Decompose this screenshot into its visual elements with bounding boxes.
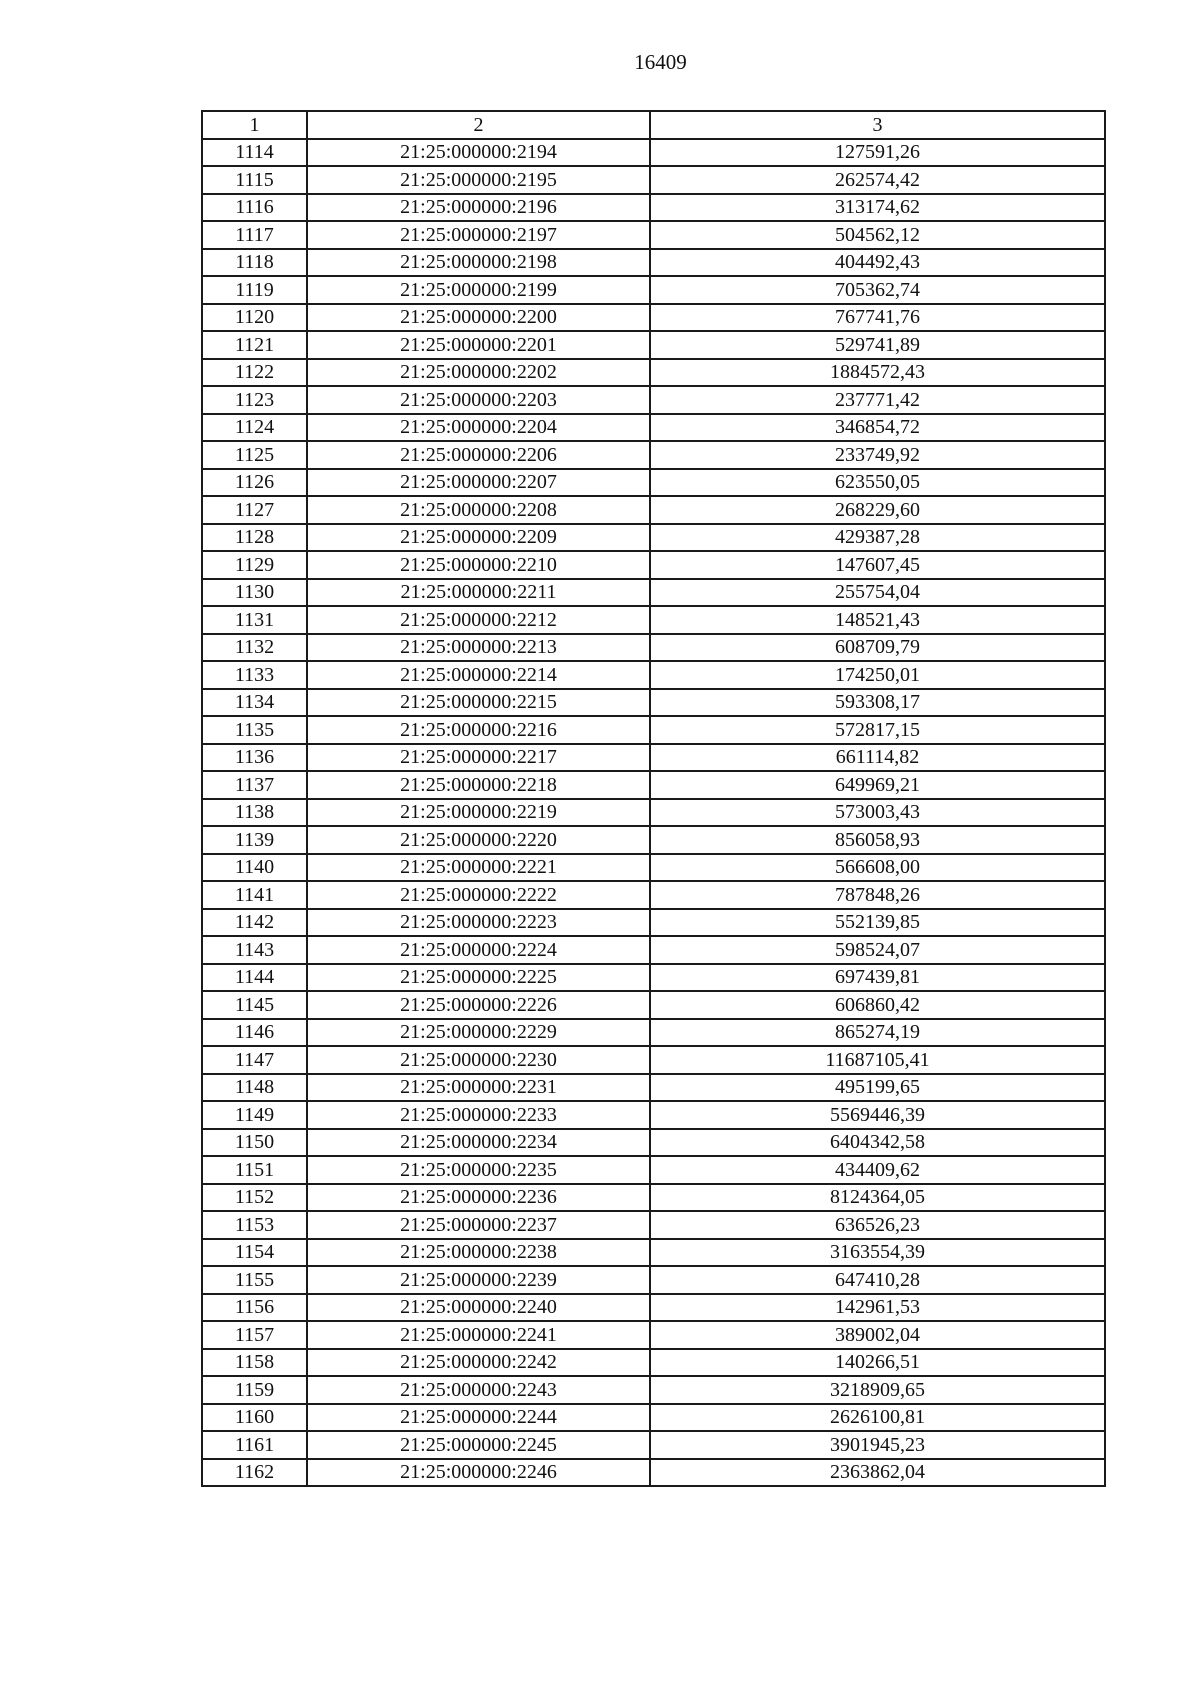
table-row bbox=[202, 166, 1105, 194]
cadastral-number-cell: 21:25:000000:2243 bbox=[307, 1376, 650, 1404]
row-number-cell: 1115 bbox=[202, 166, 307, 194]
table-row bbox=[202, 881, 1105, 909]
row-number-cell: 1139 bbox=[202, 826, 307, 854]
table-row bbox=[202, 936, 1105, 964]
value-cell: 262574,42 bbox=[650, 166, 1105, 194]
cadastral-number-cell: 21:25:000000:2223 bbox=[307, 909, 650, 937]
cadastral-number-cell: 21:25:000000:2245 bbox=[307, 1431, 650, 1459]
value-cell: 142961,53 bbox=[650, 1294, 1105, 1322]
table-row bbox=[202, 276, 1105, 304]
cadastral-number-cell: 21:25:000000:2202 bbox=[307, 359, 650, 387]
cadastral-number-cell: 21:25:000000:2219 bbox=[307, 799, 650, 827]
row-number-cell: 1123 bbox=[202, 386, 307, 414]
value-cell: 661114,82 bbox=[650, 744, 1105, 772]
table-row bbox=[202, 551, 1105, 579]
cadastral-number-cell: 21:25:000000:2208 bbox=[307, 496, 650, 524]
table-row bbox=[202, 496, 1105, 524]
row-number-cell: 1129 bbox=[202, 551, 307, 579]
row-number-cell: 1136 bbox=[202, 744, 307, 772]
cadastral-number-cell: 21:25:000000:2230 bbox=[307, 1046, 650, 1074]
table-row bbox=[202, 139, 1105, 167]
cadastral-number-cell: 21:25:000000:2209 bbox=[307, 524, 650, 552]
cadastral-number-cell: 21:25:000000:2207 bbox=[307, 469, 650, 497]
value-cell: 404492,43 bbox=[650, 249, 1105, 277]
row-number-cell: 1144 bbox=[202, 964, 307, 992]
cadastral-number-cell: 21:25:000000:2226 bbox=[307, 991, 650, 1019]
cadastral-number-cell: 21:25:000000:2199 bbox=[307, 276, 650, 304]
value-cell: 593308,17 bbox=[650, 689, 1105, 717]
table-row bbox=[202, 826, 1105, 854]
table-row bbox=[202, 744, 1105, 772]
cadastral-number-cell: 21:25:000000:2224 bbox=[307, 936, 650, 964]
value-cell: 147607,45 bbox=[650, 551, 1105, 579]
row-number-cell: 1118 bbox=[202, 249, 307, 277]
row-number-cell: 1124 bbox=[202, 414, 307, 442]
value-cell: 495199,65 bbox=[650, 1074, 1105, 1102]
table-row bbox=[202, 606, 1105, 634]
table-row bbox=[202, 634, 1105, 662]
cadastral-number-cell: 21:25:000000:2225 bbox=[307, 964, 650, 992]
table-row bbox=[202, 964, 1105, 992]
cadastral-number-cell: 21:25:000000:2229 bbox=[307, 1019, 650, 1047]
value-cell: 606860,42 bbox=[650, 991, 1105, 1019]
cadastral-number-cell: 21:25:000000:2246 bbox=[307, 1459, 650, 1487]
cadastral-number-cell: 21:25:000000:2214 bbox=[307, 661, 650, 689]
table-row bbox=[202, 1321, 1105, 1349]
row-number-cell: 1138 bbox=[202, 799, 307, 827]
table-row bbox=[202, 194, 1105, 222]
table-row bbox=[202, 1294, 1105, 1322]
column-header-3: 3 bbox=[650, 111, 1105, 139]
cadastral-number-cell: 21:25:000000:2221 bbox=[307, 854, 650, 882]
value-cell: 174250,01 bbox=[650, 661, 1105, 689]
cadastral-number-cell: 21:25:000000:2233 bbox=[307, 1101, 650, 1129]
row-number-cell: 1162 bbox=[202, 1459, 307, 1487]
row-number-cell: 1121 bbox=[202, 331, 307, 359]
cadastral-number-cell: 21:25:000000:2211 bbox=[307, 579, 650, 607]
table-row bbox=[202, 1184, 1105, 1212]
value-cell: 8124364,05 bbox=[650, 1184, 1105, 1212]
table-row bbox=[202, 689, 1105, 717]
value-cell: 573003,43 bbox=[650, 799, 1105, 827]
cadastral-number-cell: 21:25:000000:2215 bbox=[307, 689, 650, 717]
cadastral-number-cell: 21:25:000000:2216 bbox=[307, 716, 650, 744]
value-cell: 2626100,81 bbox=[650, 1404, 1105, 1432]
row-number-cell: 1150 bbox=[202, 1129, 307, 1157]
row-number-cell: 1126 bbox=[202, 469, 307, 497]
cadastral-number-cell: 21:25:000000:2242 bbox=[307, 1349, 650, 1377]
table-body bbox=[202, 139, 1105, 1487]
table-row bbox=[202, 469, 1105, 497]
cadastral-number-cell: 21:25:000000:2195 bbox=[307, 166, 650, 194]
cadastral-number-cell: 21:25:000000:2237 bbox=[307, 1211, 650, 1239]
cadastral-number-cell: 21:25:000000:2201 bbox=[307, 331, 650, 359]
cadastral-number-cell: 21:25:000000:2213 bbox=[307, 634, 650, 662]
cadastral-number-cell: 21:25:000000:2234 bbox=[307, 1129, 650, 1157]
value-cell: 636526,23 bbox=[650, 1211, 1105, 1239]
value-cell: 3901945,23 bbox=[650, 1431, 1105, 1459]
row-number-cell: 1137 bbox=[202, 771, 307, 799]
table-row bbox=[202, 1019, 1105, 1047]
cadastral-number-cell: 21:25:000000:2203 bbox=[307, 386, 650, 414]
value-cell: 598524,07 bbox=[650, 936, 1105, 964]
value-cell: 140266,51 bbox=[650, 1349, 1105, 1377]
table-row bbox=[202, 331, 1105, 359]
value-cell: 623550,05 bbox=[650, 469, 1105, 497]
value-cell: 313174,62 bbox=[650, 194, 1105, 222]
row-number-cell: 1146 bbox=[202, 1019, 307, 1047]
row-number-cell: 1148 bbox=[202, 1074, 307, 1102]
table-row bbox=[202, 1211, 1105, 1239]
registry-table bbox=[201, 110, 1106, 1487]
value-cell: 233749,92 bbox=[650, 441, 1105, 469]
row-number-cell: 1157 bbox=[202, 1321, 307, 1349]
table-row bbox=[202, 524, 1105, 552]
column-header-2: 2 bbox=[307, 111, 650, 139]
row-number-cell: 1117 bbox=[202, 221, 307, 249]
value-cell: 697439,81 bbox=[650, 964, 1105, 992]
row-number-cell: 1153 bbox=[202, 1211, 307, 1239]
column-header-1: 1 bbox=[202, 111, 307, 139]
row-number-cell: 1125 bbox=[202, 441, 307, 469]
row-number-cell: 1149 bbox=[202, 1101, 307, 1129]
value-cell: 504562,12 bbox=[650, 221, 1105, 249]
row-number-cell: 1127 bbox=[202, 496, 307, 524]
row-number-cell: 1154 bbox=[202, 1239, 307, 1267]
value-cell: 3163554,39 bbox=[650, 1239, 1105, 1267]
value-cell: 856058,93 bbox=[650, 826, 1105, 854]
cadastral-number-cell: 21:25:000000:2235 bbox=[307, 1156, 650, 1184]
table-row bbox=[202, 854, 1105, 882]
value-cell: 11687105,41 bbox=[650, 1046, 1105, 1074]
table-row bbox=[202, 909, 1105, 937]
value-cell: 148521,43 bbox=[650, 606, 1105, 634]
value-cell: 649969,21 bbox=[650, 771, 1105, 799]
cadastral-number-cell: 21:25:000000:2241 bbox=[307, 1321, 650, 1349]
row-number-cell: 1156 bbox=[202, 1294, 307, 1322]
row-number-cell: 1114 bbox=[202, 139, 307, 167]
row-number-cell: 1145 bbox=[202, 991, 307, 1019]
row-number-cell: 1135 bbox=[202, 716, 307, 744]
table-row bbox=[202, 991, 1105, 1019]
table-row bbox=[202, 716, 1105, 744]
table-row bbox=[202, 1129, 1105, 1157]
cadastral-number-cell: 21:25:000000:2218 bbox=[307, 771, 650, 799]
cadastral-number-cell: 21:25:000000:2198 bbox=[307, 249, 650, 277]
table-row bbox=[202, 414, 1105, 442]
table-row bbox=[202, 221, 1105, 249]
cadastral-number-cell: 21:25:000000:2239 bbox=[307, 1266, 650, 1294]
value-cell: 2363862,04 bbox=[650, 1459, 1105, 1487]
value-cell: 434409,62 bbox=[650, 1156, 1105, 1184]
row-number-cell: 1158 bbox=[202, 1349, 307, 1377]
row-number-cell: 1122 bbox=[202, 359, 307, 387]
table-row bbox=[202, 1074, 1105, 1102]
cadastral-number-cell: 21:25:000000:2197 bbox=[307, 221, 650, 249]
value-cell: 608709,79 bbox=[650, 634, 1105, 662]
table-row bbox=[202, 1431, 1105, 1459]
cadastral-number-cell: 21:25:000000:2240 bbox=[307, 1294, 650, 1322]
row-number-cell: 1119 bbox=[202, 276, 307, 304]
cadastral-number-cell: 21:25:000000:2244 bbox=[307, 1404, 650, 1432]
row-number-cell: 1128 bbox=[202, 524, 307, 552]
value-cell: 647410,28 bbox=[650, 1266, 1105, 1294]
cadastral-number-cell: 21:25:000000:2231 bbox=[307, 1074, 650, 1102]
value-cell: 3218909,65 bbox=[650, 1376, 1105, 1404]
value-cell: 255754,04 bbox=[650, 579, 1105, 607]
table-row bbox=[202, 1349, 1105, 1377]
row-number-cell: 1160 bbox=[202, 1404, 307, 1432]
value-cell: 705362,74 bbox=[650, 276, 1105, 304]
cadastral-number-cell: 21:25:000000:2204 bbox=[307, 414, 650, 442]
row-number-cell: 1120 bbox=[202, 304, 307, 332]
row-number-cell: 1116 bbox=[202, 194, 307, 222]
table-row bbox=[202, 1376, 1105, 1404]
table-row bbox=[202, 359, 1105, 387]
table-row bbox=[202, 249, 1105, 277]
table-row bbox=[202, 1046, 1105, 1074]
row-number-cell: 1159 bbox=[202, 1376, 307, 1404]
value-cell: 268229,60 bbox=[650, 496, 1105, 524]
row-number-cell: 1130 bbox=[202, 579, 307, 607]
value-cell: 346854,72 bbox=[650, 414, 1105, 442]
row-number-cell: 1131 bbox=[202, 606, 307, 634]
cadastral-number-cell: 21:25:000000:2206 bbox=[307, 441, 650, 469]
cadastral-number-cell: 21:25:000000:2210 bbox=[307, 551, 650, 579]
table-row bbox=[202, 1459, 1105, 1487]
value-cell: 552139,85 bbox=[650, 909, 1105, 937]
value-cell: 787848,26 bbox=[650, 881, 1105, 909]
table-row bbox=[202, 304, 1105, 332]
value-cell: 237771,42 bbox=[650, 386, 1105, 414]
value-cell: 5569446,39 bbox=[650, 1101, 1105, 1129]
row-number-cell: 1143 bbox=[202, 936, 307, 964]
row-number-cell: 1161 bbox=[202, 1431, 307, 1459]
value-cell: 6404342,58 bbox=[650, 1129, 1105, 1157]
table-row bbox=[202, 771, 1105, 799]
row-number-cell: 1142 bbox=[202, 909, 307, 937]
table-row bbox=[202, 1239, 1105, 1267]
value-cell: 1884572,43 bbox=[650, 359, 1105, 387]
row-number-cell: 1151 bbox=[202, 1156, 307, 1184]
row-number-cell: 1140 bbox=[202, 854, 307, 882]
cadastral-number-cell: 21:25:000000:2196 bbox=[307, 194, 650, 222]
value-cell: 529741,89 bbox=[650, 331, 1105, 359]
row-number-cell: 1132 bbox=[202, 634, 307, 662]
cadastral-number-cell: 21:25:000000:2217 bbox=[307, 744, 650, 772]
row-number-cell: 1134 bbox=[202, 689, 307, 717]
value-cell: 865274,19 bbox=[650, 1019, 1105, 1047]
cadastral-number-cell: 21:25:000000:2238 bbox=[307, 1239, 650, 1267]
cadastral-number-cell: 21:25:000000:2194 bbox=[307, 139, 650, 167]
table-row bbox=[202, 661, 1105, 689]
value-cell: 127591,26 bbox=[650, 139, 1105, 167]
cadastral-number-cell: 21:25:000000:2220 bbox=[307, 826, 650, 854]
row-number-cell: 1133 bbox=[202, 661, 307, 689]
row-number-cell: 1155 bbox=[202, 1266, 307, 1294]
value-cell: 566608,00 bbox=[650, 854, 1105, 882]
row-number-cell: 1152 bbox=[202, 1184, 307, 1212]
table-header-row bbox=[202, 111, 1105, 139]
table-row bbox=[202, 579, 1105, 607]
cadastral-number-cell: 21:25:000000:2212 bbox=[307, 606, 650, 634]
value-cell: 767741,76 bbox=[650, 304, 1105, 332]
value-cell: 389002,04 bbox=[650, 1321, 1105, 1349]
table-row bbox=[202, 441, 1105, 469]
row-number-cell: 1147 bbox=[202, 1046, 307, 1074]
value-cell: 429387,28 bbox=[650, 524, 1105, 552]
table-row bbox=[202, 1266, 1105, 1294]
cadastral-number-cell: 21:25:000000:2222 bbox=[307, 881, 650, 909]
table-row bbox=[202, 1404, 1105, 1432]
table-row bbox=[202, 1101, 1105, 1129]
cadastral-number-cell: 21:25:000000:2200 bbox=[307, 304, 650, 332]
table-row bbox=[202, 1156, 1105, 1184]
page-number: 16409 bbox=[634, 50, 687, 74]
row-number-cell: 1141 bbox=[202, 881, 307, 909]
value-cell: 572817,15 bbox=[650, 716, 1105, 744]
table-row bbox=[202, 799, 1105, 827]
table-row bbox=[202, 386, 1105, 414]
cadastral-number-cell: 21:25:000000:2236 bbox=[307, 1184, 650, 1212]
